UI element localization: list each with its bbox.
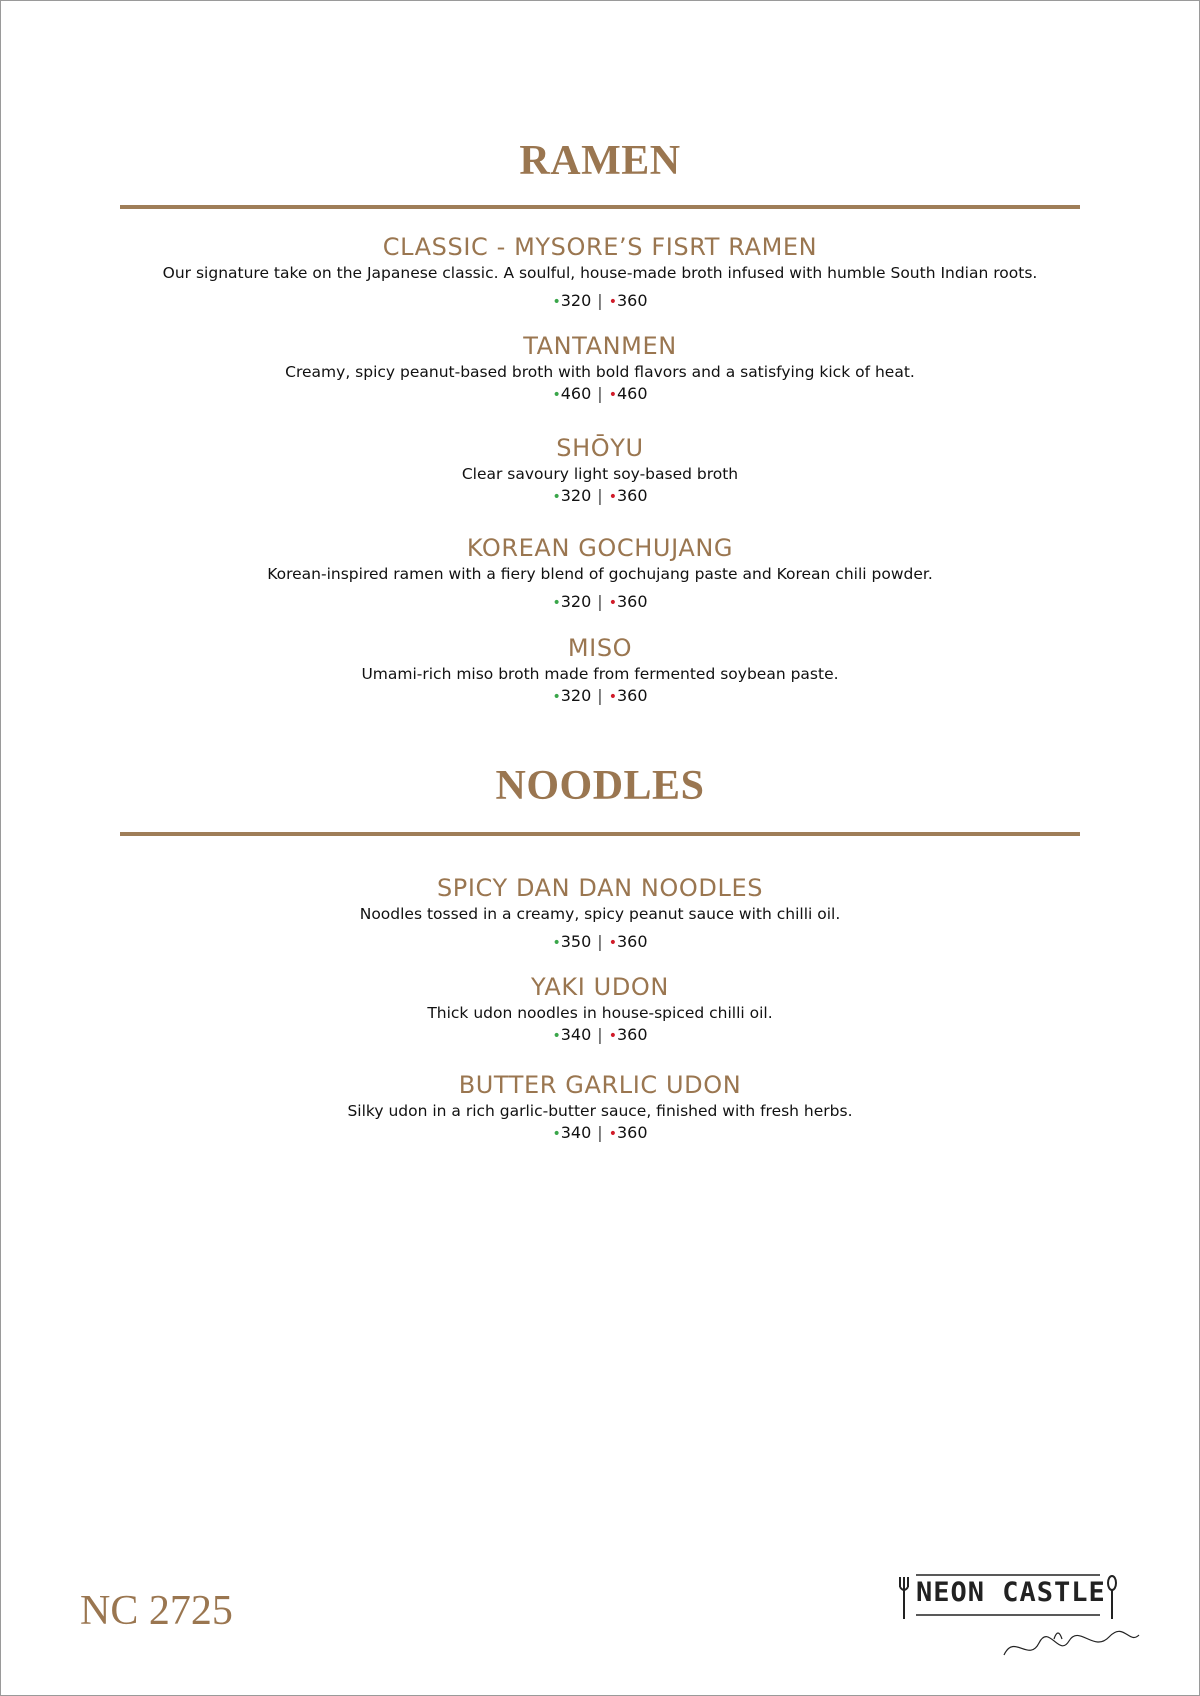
price-separator: |: [597, 291, 603, 310]
price-separator: |: [597, 686, 603, 705]
section-title-noodles: NOODLES: [495, 763, 705, 809]
price-separator: |: [597, 932, 603, 951]
menu-item: [0, 232, 1200, 313]
veg-dot-icon: •: [552, 935, 561, 951]
veg-price: 320: [560, 592, 592, 611]
item-price: [0, 685, 1200, 708]
veg-price: 320: [560, 686, 592, 705]
nonveg-price: 360: [616, 486, 648, 505]
price-separator: |: [597, 384, 603, 403]
nonveg-price: 360: [616, 932, 648, 951]
price-separator: |: [597, 592, 603, 611]
menu-item: [0, 873, 1200, 954]
item-price: [0, 485, 1200, 508]
item-price: [0, 591, 1200, 614]
item-description: Korean-inspired ramen with a fiery blend of gochujang paste and Korean chili powder.: [267, 565, 933, 583]
veg-price: 340: [560, 1025, 592, 1044]
item-name: CLASSIC - MYSORE’S FISRT RAMEN: [382, 233, 818, 261]
nonveg-dot-icon: •: [608, 935, 617, 951]
item-description: Silky udon in a rich garlic-butter sauce, finished with fresh herbs.: [347, 1102, 853, 1120]
nonveg-price: 460: [616, 384, 648, 403]
nonveg-dot-icon: •: [608, 595, 617, 611]
section-divider: [120, 832, 1080, 836]
menu-item: [0, 533, 1200, 614]
item-price: [0, 931, 1200, 954]
item-description: Clear savoury light soy-based broth: [461, 465, 739, 483]
item-description: Our signature take on the Japanese classic. A soulful, house-made broth infused with humble South Indian roots.: [162, 264, 1038, 282]
veg-dot-icon: •: [552, 294, 561, 310]
menu-item: [0, 633, 1200, 708]
item-description: Thick udon noodles in house-spiced chilli oil.: [427, 1004, 773, 1022]
nonveg-price: 360: [616, 1025, 648, 1044]
nonveg-price: 360: [616, 1123, 648, 1142]
veg-price: 320: [560, 291, 592, 310]
item-name: KOREAN GOCHUJANG: [466, 534, 734, 562]
section-divider: [120, 205, 1080, 209]
item-name: YAKI UDON: [531, 973, 669, 1001]
price-separator: |: [597, 1025, 603, 1044]
nonveg-price: 360: [616, 686, 648, 705]
menu-item: [0, 331, 1200, 406]
item-description: Noodles tossed in a creamy, spicy peanut sauce with chilli oil.: [359, 905, 841, 923]
item-name: TANTANMEN: [523, 332, 677, 360]
veg-dot-icon: •: [552, 1028, 561, 1044]
nonveg-price: 360: [616, 592, 648, 611]
logo-text: NEON CASTLE: [916, 1577, 1106, 1608]
nonveg-dot-icon: •: [608, 689, 617, 705]
nonveg-dot-icon: •: [608, 1028, 617, 1044]
spoon-icon: [1108, 1576, 1116, 1619]
nonveg-dot-icon: •: [608, 387, 617, 403]
item-price: [0, 290, 1200, 313]
section-title-ramen: RAMEN: [519, 138, 681, 184]
veg-dot-icon: •: [552, 387, 561, 403]
veg-price: 320: [560, 486, 592, 505]
veg-dot-icon: •: [552, 489, 561, 505]
menu-item: [0, 972, 1200, 1047]
veg-price: 350: [560, 932, 592, 951]
nonveg-dot-icon: •: [608, 294, 617, 310]
veg-price: 460: [560, 384, 592, 403]
fork-icon: [900, 1577, 908, 1619]
nonveg-dot-icon: •: [608, 489, 617, 505]
price-separator: |: [597, 486, 603, 505]
menu-item: [0, 433, 1200, 508]
item-name: SHŌYU: [556, 434, 644, 462]
veg-price: 340: [560, 1123, 592, 1142]
item-price: [0, 1122, 1200, 1145]
price-separator: |: [597, 1123, 603, 1142]
item-name: BUTTER GARLIC UDON: [458, 1071, 742, 1099]
restaurant-logo: [894, 1563, 1154, 1673]
item-name: SPICY DAN DAN NOODLES: [436, 874, 764, 902]
veg-dot-icon: •: [552, 1126, 561, 1142]
item-description: Creamy, spicy peanut-based broth with bold flavors and a satisfying kick of heat.: [285, 363, 915, 381]
page-code: NC 2725: [80, 1588, 233, 1634]
menu-item: [0, 1070, 1200, 1145]
veg-dot-icon: •: [552, 689, 561, 705]
veg-dot-icon: •: [552, 595, 561, 611]
item-description: Umami-rich miso broth made from fermented soybean paste.: [361, 665, 839, 683]
nonveg-price: 360: [616, 291, 648, 310]
item-name: MISO: [567, 634, 633, 662]
item-price: [0, 1024, 1200, 1047]
item-price: [0, 383, 1200, 406]
nonveg-dot-icon: •: [608, 1126, 617, 1142]
